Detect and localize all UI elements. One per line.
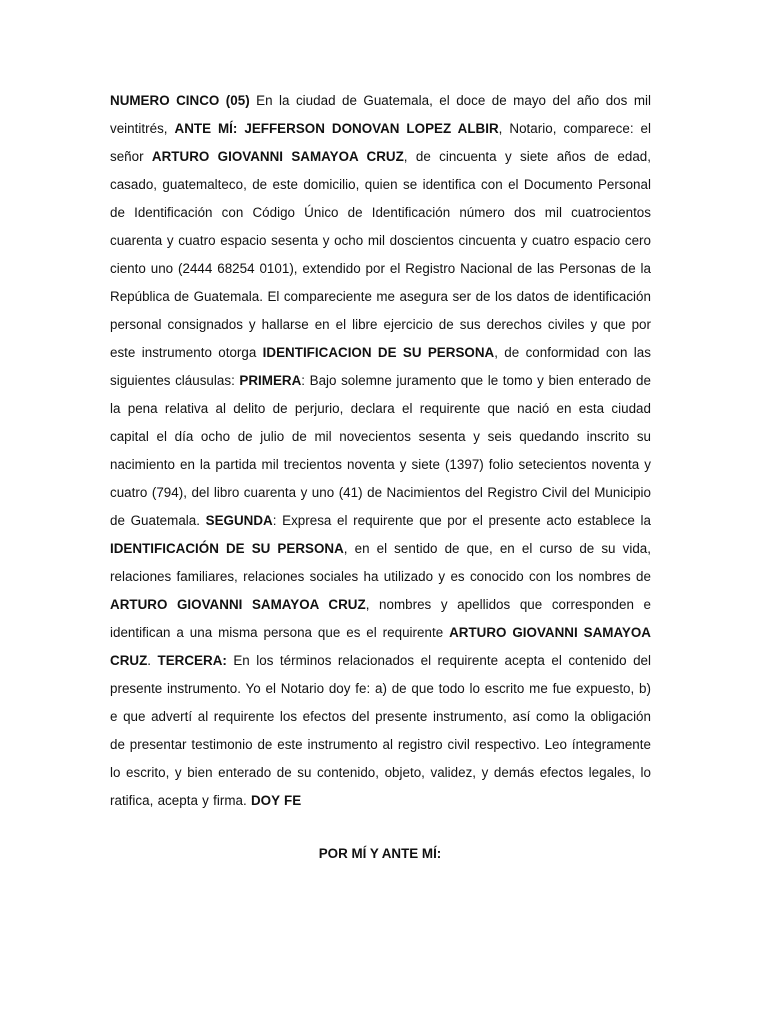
bold-text-segment: ARTURO GIOVANNI SAMAYOA CRUZ: [151, 149, 404, 164]
bold-text-segment: IDENTIFICACION DE SU PERSONA: [262, 345, 495, 360]
text-segment: , Notario, comparece: el señor: [110, 121, 651, 164]
text-segment: En la ciudad de Guatemala, el doce de mayo del año dos mil veintitrés,: [110, 93, 651, 136]
bold-text-segment: SEGUNDA: [205, 513, 273, 528]
text-segment: , de conformidad con las siguientes cláusulas:: [110, 345, 651, 388]
bold-text-segment: DOY FE: [250, 793, 302, 808]
text-segment: , nombres y apellidos que corresponden e identifican a una misma persona que es el requirente: [110, 597, 652, 640]
text-segment: : Bajo solemne juramento que le tomo y bien enterado de la pena relativa al delito de perjurio, declara el requirente que nació en esta ciudad capital el día ocho de julio de mil novecientos sesenta y seis quedando inscrito su nacimiento en la partida mil trecientos noventa y siete (1397) folio setecientos noventa y cuatro (794), del libro cuarenta y uno (41) de Nacimientos del Registro Civil del Municipio de Guatemala.: [110, 373, 651, 528]
text-segment: : Expresa el requirente que por el presente acto establece la: [272, 513, 651, 528]
bold-text-segment: NUMERO CINCO (05): [110, 93, 250, 108]
text-segment: En los términos relacionados el requirente acepta el contenido del presente instrumento. Yo el Notario doy fe: a) de que todo lo escrito me fue expuesto, b) e que advertí al requirente los efectos del presente instrumento, así como la obligación de presentar testimonio de este instrumento al registro civil respectivo. Leo íntegramente lo escrito, y bien enterado de su contenido, objeto, validez, y demás efectos legales, lo ratifica, acepta y firma.: [110, 653, 651, 808]
text-segment: , en el sentido de que, en el curso de su vida, relaciones familiares, relaciones sociales ha utilizado y es conocido con los nombres de: [110, 541, 651, 584]
bold-text-segment: IDENTIFICACIÓN DE SU PERSONA: [110, 541, 344, 556]
bold-text-segment: ARTURO GIOVANNI SAMAYOA CRUZ: [110, 625, 651, 668]
text-segment: , de cincuenta y siete años de edad, casado, guatemalteco, de este domicilio, quien se identifica con el Documento Personal de Identificación con Código Único de Identificación número dos mil cuatrocientos cuarenta y cuatro espacio sesenta y ocho mil doscientos cincuenta y cuatro espacio cero ciento uno (2444 68254 0101), extendido por el Registro Nacional de las Personas de la República de Guatemala. El compareciente me asegura ser de los datos de identificación personal consignados y hallarse en el libre ejercicio de sus derechos civiles y que por este instrumento otorga: [110, 149, 651, 360]
text-segment: .: [147, 653, 158, 668]
bold-text-segment: TERCERA:: [157, 653, 227, 668]
signature-heading: POR MÍ Y ANTE MÍ:: [318, 846, 442, 861]
notarial-act-paragraph: [110, 87, 651, 815]
bold-text-segment: ANTE MÍ: JEFFERSON DONOVAN LOPEZ ALBIR: [174, 121, 499, 136]
bold-text-segment: ARTURO GIOVANNI SAMAYOA CRUZ: [110, 597, 366, 612]
bold-text-segment: PRIMERA: [239, 373, 302, 388]
